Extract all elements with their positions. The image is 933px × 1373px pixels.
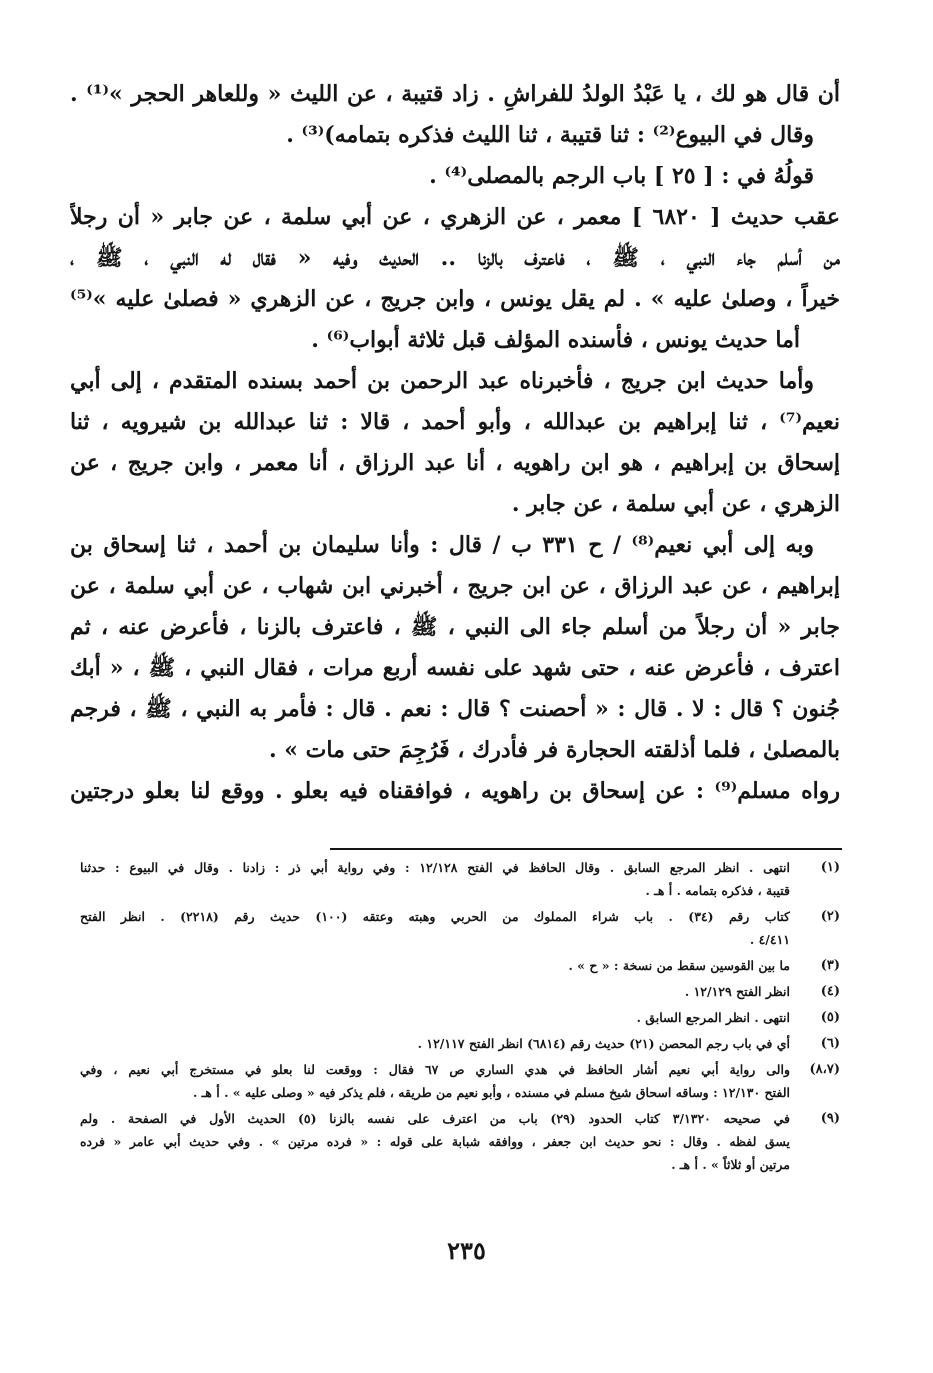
- footnote-number: (٤): [820, 984, 840, 999]
- footnote-number: (٨،٧): [809, 1062, 840, 1077]
- text-line: جُنون ؟ قال : لا . قال : « أحصنت ؟ قال : نعم . قال : فأمر به النبي ، ﷺ ، فرجم: [70, 696, 840, 722]
- footnote-number: (١): [820, 860, 840, 875]
- text-line: جابر « أن رجلاً من أسلم جاء الى النبي ، ﷺ ، فاعترف بالزنا ، فأعرض عنه ، ثم: [70, 614, 840, 640]
- text-line: خيراً ، وصلىٰ عليه » . لم يقل يونس ، وابن جريج ، عن الزهري « فصلىٰ عليه »⁽⁵⁾: [70, 286, 840, 312]
- text-line: من أسلم جاء النبي ، ﷺ ، فاعترف بالزنا .. الحديث وفيه « فقال له النبي ، ﷺ ،: [70, 245, 840, 271]
- footnote: [80, 980, 840, 1003]
- text-line: نعيم⁽⁷⁾ ، ثنا إبراهيم بن عبدالله ، وأبو أحمد ، قالا : ثنا عبدالله بن شيرويه ، ثنا: [70, 409, 840, 435]
- text-line: اعترف ، فأعرض عنه ، حتى شهد على نفسه أربع مرات ، فقال النبي ، ﷺ ، « أبك: [70, 655, 840, 681]
- text-line: أن قال هو لك ، يا عَبْدُ الولدُ للفراشِ . زاد قتيبة ، عن الليث « وللعاهر الحجر »⁽¹⁾ .: [70, 81, 840, 107]
- text-line: أما حديث يونس ، فأسنده المؤلف قبل ثلاثة أبواب⁽⁶⁾ .: [311, 327, 800, 353]
- footnote: [80, 954, 840, 977]
- text-line: وقال في البيوع⁽²⁾ : ثنا قتيبة ، ثنا الليث فذكره بتمامه)⁽³⁾ .: [286, 122, 814, 148]
- text-line: وبه إلى أبي نعيم⁽⁸⁾ / ح ٣٣١ ب / قال : وأنا سليمان بن أحمد ، ثنا إسحاق بن: [70, 532, 814, 558]
- footnote-line: انظر الفتح ١٢/١٢٩ .: [684, 984, 790, 999]
- footnote-line: ما بين القوسين سقط من نسخة : « ح » .: [568, 958, 790, 973]
- footnote: [80, 1058, 840, 1104]
- footnote-number: (٦): [820, 1036, 840, 1051]
- footnotes: [80, 856, 840, 1179]
- footnote-number: (٩): [820, 1111, 840, 1126]
- footnote-line: ٤/٤١١ .: [749, 932, 790, 947]
- footnote: [80, 1032, 840, 1055]
- footnote: [80, 1107, 840, 1176]
- footnote: [80, 1006, 840, 1029]
- footnote-line: في صحيحه ٣/١٣٢٠ كتاب الحدود (٢٩) باب من اعترف على نفسه بالزنا (٥) الحديث الأول في الصفحة . ولم: [80, 1111, 790, 1126]
- footnote: [80, 856, 840, 902]
- footnote-number: (٣): [820, 958, 840, 973]
- text-line: إسحاق بن إبراهيم ، هو ابن راهويه ، أنا عبد الرزاق ، أنا معمر ، وابن جريج ، عن: [70, 450, 840, 476]
- footnote-line: انتهى . انظر المرجع السابق . وقال الحافظ في الفتح ١٢/١٢٨ : وفي رواية أبي ذر : زادنا . وقال في البيوع : حدثنا: [80, 860, 790, 875]
- footnote-number: (٥): [820, 1010, 840, 1025]
- footnote-line: انتهى . انظر المرجع السابق .: [636, 1010, 790, 1025]
- text-line: الزهري ، عن أبي سلمة ، عن جابر .: [511, 491, 840, 517]
- main-text: [70, 74, 840, 812]
- text-line: وأما حديث ابن جريج ، فأخبرناه عبد الرحمن بن أحمد بسنده المتقدم ، إلى أبي: [70, 368, 814, 394]
- text-line: رواه مسلم⁽⁹⁾ : عن إسحاق بن راهويه ، فوافقناه فيه بعلو . ووقع لنا بعلو درجتين: [70, 778, 840, 804]
- footnote-line: والى رواية أبي نعيم أشار الحافظ في هدي الساري ص ٦٧ فقال : ووقعت لنا بعلو في مستخرج أبي نعيم ، وفي: [80, 1062, 790, 1077]
- footnote-line: قتيبة ، فذكره بتمامه . أ هـ .: [645, 883, 790, 898]
- page-number: ٢٣٥: [447, 1236, 486, 1265]
- footnote: [80, 905, 840, 951]
- footnote-line: أي في باب رجم المحصن (٢١) حديث رقم (٦٨١٤) انظر الفتح ١٢/١١٧ .: [417, 1036, 790, 1051]
- footnote-line: مرتين أو ثلاثاً » . أ هـ .: [671, 1157, 790, 1172]
- text-line: قولُهُ في : [ ٢٥ ] باب الرجم بالمصلى⁽⁴⁾ .: [429, 163, 814, 189]
- footnote-separator: [330, 848, 842, 850]
- text-line: إبراهيم ، عن عبد الرزاق ، عن ابن جريج ، أخبرني ابن شهاب ، عن أبي سلمة ، عن: [70, 573, 840, 599]
- text-line: عقب حديث [ ٦٨٢٠ ] معمر ، عن الزهري ، عن أبي سلمة ، عن جابر « أن رجلاً: [70, 204, 840, 230]
- footnote-line: الفتح ١٢/١٣٠ : وساقه اسحاق شيخ مسلم في مسنده ، وأبو نعيم من طريقه ، فلم يذكر فيه « وصلى عليه » . أ هـ .: [192, 1085, 790, 1100]
- footnote-line: كتاب رقم (٣٤) . باب شراء المملوك من الحربي وهبته وعتقه (١٠٠) حديث رقم (٢٢١٨) . انظر الفتح: [80, 909, 790, 924]
- text-line: بالمصلىٰ ، فلما أذلقته الحجارة فر فأدرك ، فَرُجِمَ حتى مات » .: [268, 737, 840, 763]
- footnote-number: (٢): [820, 909, 840, 924]
- footnote-line: يسق لفظه . وقال : نحو حديث ابن جعفر ، ووافقه شبابة على قوله : « فرده مرتين » . وفي حديث أبي عامر « فرده: [80, 1134, 790, 1149]
